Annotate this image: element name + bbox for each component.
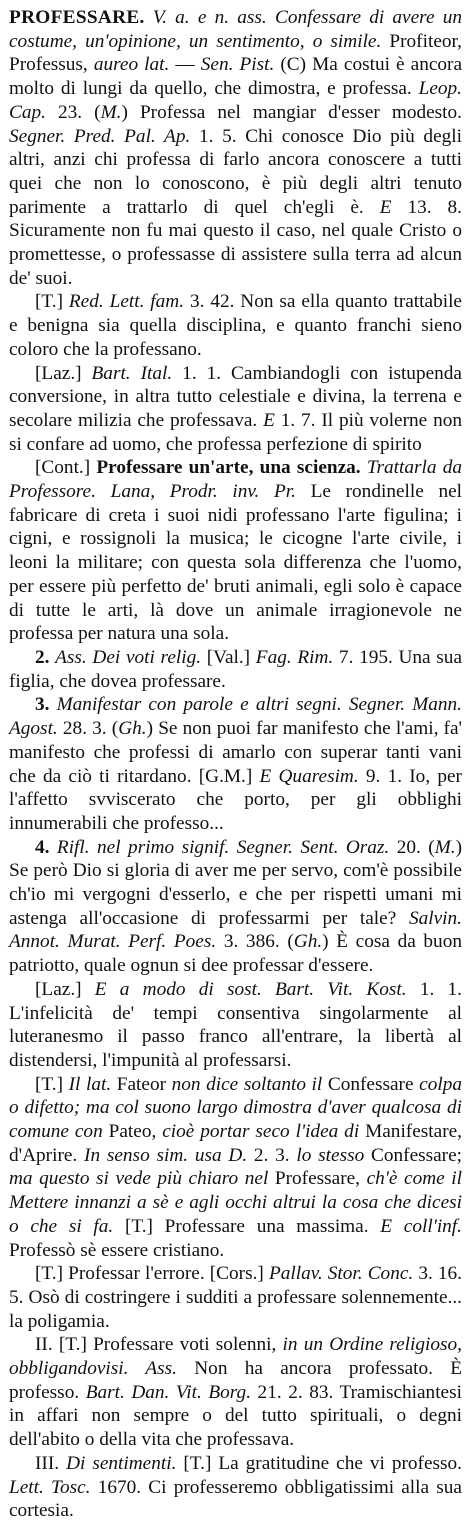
text-run: [Cont.] [35, 457, 97, 479]
text-run: E Quaresim. [259, 765, 359, 787]
text-run: ch'è come il Mettere innanzi a sè e agli occhi altrui la cosa che dicesi o che si fa. [9, 1168, 462, 1237]
text-run: Manifestare, d'Aprire. [9, 1121, 462, 1166]
text-run: Gh. [293, 931, 323, 953]
text-run: ) Se non puoi far manifesto che l'ami, fa' manifesto che professi di amarlo con superar tanti vani che da ciò ti ritardano. [G.M.] [9, 718, 462, 787]
text-run: Salvin. Annot. Murat. Perf. Poes. [9, 907, 462, 953]
sense-3 [9, 693, 462, 835]
text-run: Confessare; [364, 1144, 463, 1166]
text-run: [Laz.] [35, 978, 95, 1000]
text-run: 7. 195. Una sua figlia, che dovea professare. [9, 646, 462, 692]
text-run: ) Professa nel mangiar d'esser modesto. [121, 101, 462, 123]
text-run: lo stesso [296, 1144, 365, 1166]
text-run: Profiteor, Professus, [9, 30, 462, 76]
text-run: ma questo si vede più chiaro nel [9, 1168, 269, 1190]
text-run: [T.] Professar l'errore. [Cors.] [35, 1263, 269, 1285]
text-run: [Laz.] [35, 362, 92, 384]
text-run: Gh. [118, 718, 147, 740]
text-run: 13. 8. Sicuramente non fu mai questo il caso, nel quale Cristo o promettesse, o professasse di assistere sulla terra ad alcun de' suoi. [9, 196, 463, 289]
text-run: Le rondinelle nel fabricare di creta i suoi nidi professano l'arte figulina; i cigni, e rossignoli la musica; le cicogne l'arte civile, i leoni la militare; con questa sola differenza che l'uomo, per essere più perfetto de' bruti animali, egli solo è capace di tutte le arti, là dove un animale irragionevole ne professa per natura una sola. [9, 481, 462, 645]
text-run: ) Se però Dio si gloria di aver me per servo, com'è possibile ch'io mi vergogni d'esserlo, e che per rispetti umani mi astenga all'occasione di professarmi per tale? [9, 836, 462, 929]
text-run: 4. [35, 836, 57, 858]
text-run: 1670. Ci professeremo obbligatissimi alla sua cortesia. [9, 1476, 462, 1522]
text-run: III. [35, 1452, 67, 1474]
text-run: 2. [35, 646, 56, 668]
sense-II [9, 1333, 462, 1452]
text-run: in un Ordine religioso, obbligandovisi. Ass. [9, 1334, 463, 1380]
text-run: E a modo di sost. Bart. Vit. Kost. [94, 978, 407, 1000]
text-run: Sen. Pist. [200, 54, 275, 76]
text-run: 28. 3. ( [57, 718, 119, 740]
sense-III [9, 1452, 462, 1523]
text-run: cioè portar seco l'idea di [162, 1121, 360, 1143]
text-run: 3. [35, 694, 57, 716]
text-run: [T.] [35, 1073, 69, 1095]
text-run: (C) Ma costui è ancora molto di lungi da quello, che dimostra, e professa. [9, 54, 463, 100]
text-run: aureo lat. [93, 54, 170, 76]
text-run: M. [100, 101, 122, 123]
text-run: Ass. Dei voti relig. [55, 646, 202, 668]
text-run: 3. 42. Non sa ella quanto trattabile e benigna sia quella disciplina, e quanto franchi sieno coloro che la professano. [9, 291, 462, 360]
text-run: Fag. Rim. [255, 646, 334, 668]
text-run: 3. 386. ( [216, 931, 294, 953]
text-run: 21. 2. 83. Tramischiantesi in affari non sempre o del tutto spirituali, o degni dell'abito o della vita che professava. [9, 1381, 462, 1451]
text-run: non dice soltanto il [171, 1073, 323, 1095]
text-run: Leop. Cap. [9, 78, 462, 123]
text-run: 20. ( [389, 836, 435, 858]
text-run: Professò sè essere cristiano. [9, 1239, 225, 1261]
text-run: ) È cosa da buon patriotto, quale ognun si dee professar d'essere. [9, 931, 462, 977]
text-run: 1. 1. L'infelicità de' tempi consentiva singolarmente al luteranesmo il passo franco all'entrare, la libertà al distendersi, l'impunità al professarsi. [9, 978, 462, 1071]
text-run: M. [434, 836, 456, 858]
text-run: 1. 5. Chi conosce Dio più degli altri, anzi chi professa di farlo ancora conoscere a tutti quei che non lo conoscono, è più degli altri tenuto parimente a trattarlo di quel ch'egli è. [9, 125, 462, 218]
text-run: [T.] Professare una massima. [113, 1215, 381, 1237]
sense-2 [9, 646, 462, 693]
text-run: 9. 1. Io, per l'affetto svviscerato che porto, per gli obblighi innumerabili che professo... [9, 765, 462, 834]
text-run: Non ha ancora professato. È professo. [9, 1358, 462, 1403]
text-run: Segner. Pred. Pal. Ap. [9, 125, 191, 147]
text-run: 1. 7. Il più volerne non si confare ad uomo, che professa perfezione di spirito [9, 409, 463, 455]
text-run: Bart. Ital. [91, 362, 173, 384]
text-run: [T.] [35, 291, 69, 313]
text-run: Confessare di avere un costume, un'opinione, un sentimento, o simile. [9, 7, 463, 52]
text-run: 1. 1. Cambiandogli con istupenda conversione, in altra tutto celestiale e divina, la terrena e secolare milizia che professava. [9, 362, 462, 431]
text-run: In senso sim. usa D. [84, 1144, 248, 1166]
text-run: Confessare [322, 1073, 420, 1095]
text-run: E [263, 409, 275, 431]
text-run: Red. Lett. fam. [68, 291, 185, 313]
text-run: 3. 16. 5. Osò di costringere i sudditi a professare solennemente... la poligamia. [9, 1263, 462, 1332]
text-run: 2. 3. [247, 1144, 297, 1166]
text-run: [Val.] [201, 646, 256, 668]
text-run: Manifestar con parole e altri segni. Segner. Mann. Agost. [9, 694, 462, 740]
text-run: Di sentimenti. [66, 1452, 177, 1474]
paragraph-bart-ital [9, 362, 462, 457]
paragraph-lat-note [9, 1073, 462, 1263]
text-run: Pateo, [102, 1121, 163, 1143]
text-run: Rifl. nel primo signif. Segner. Sent. Oraz. [56, 836, 390, 858]
text-run: Professare, [268, 1168, 367, 1190]
paragraph-sost [9, 978, 462, 1073]
text-run: Lett. Tosc. [9, 1476, 91, 1498]
text-run: Trattarla da Professore. Lana, Prodr. inv. Pr. [9, 457, 463, 503]
headword: PROFESSARE. [9, 7, 145, 28]
text-run: 23. ( [45, 101, 101, 123]
dictionary-entry [9, 6, 462, 1523]
text-run: Bart. Dan. Vit. Borg. [85, 1381, 252, 1403]
text-run: Pallav. Stor. Conc. [268, 1263, 414, 1285]
text-run: [T.] La gratitudine che vi professo. [176, 1452, 462, 1474]
text-run: Il lat. [68, 1073, 112, 1095]
definition-text [9, 7, 462, 289]
text-run: — [169, 54, 201, 76]
text-run: E [379, 196, 392, 218]
text-run: E coll'inf. [380, 1215, 462, 1237]
paragraph-red-lett [9, 290, 462, 361]
text-run: Professare un'arte, una scienza. [96, 457, 361, 479]
text-run: II. [T.] Professare voti solenni, [35, 1334, 283, 1356]
text-run: colpa o difetto; ma col suono largo dimostra d'aver qualcosa di comune con [9, 1073, 462, 1143]
text-run: Fateor [111, 1073, 172, 1095]
paragraph-professar-errore [9, 1262, 462, 1333]
grammar-label: V. a. e n. ass. [152, 7, 267, 28]
entry-definition [9, 6, 462, 290]
sense-4 [9, 836, 462, 978]
paragraph-professare-arte [9, 456, 462, 646]
